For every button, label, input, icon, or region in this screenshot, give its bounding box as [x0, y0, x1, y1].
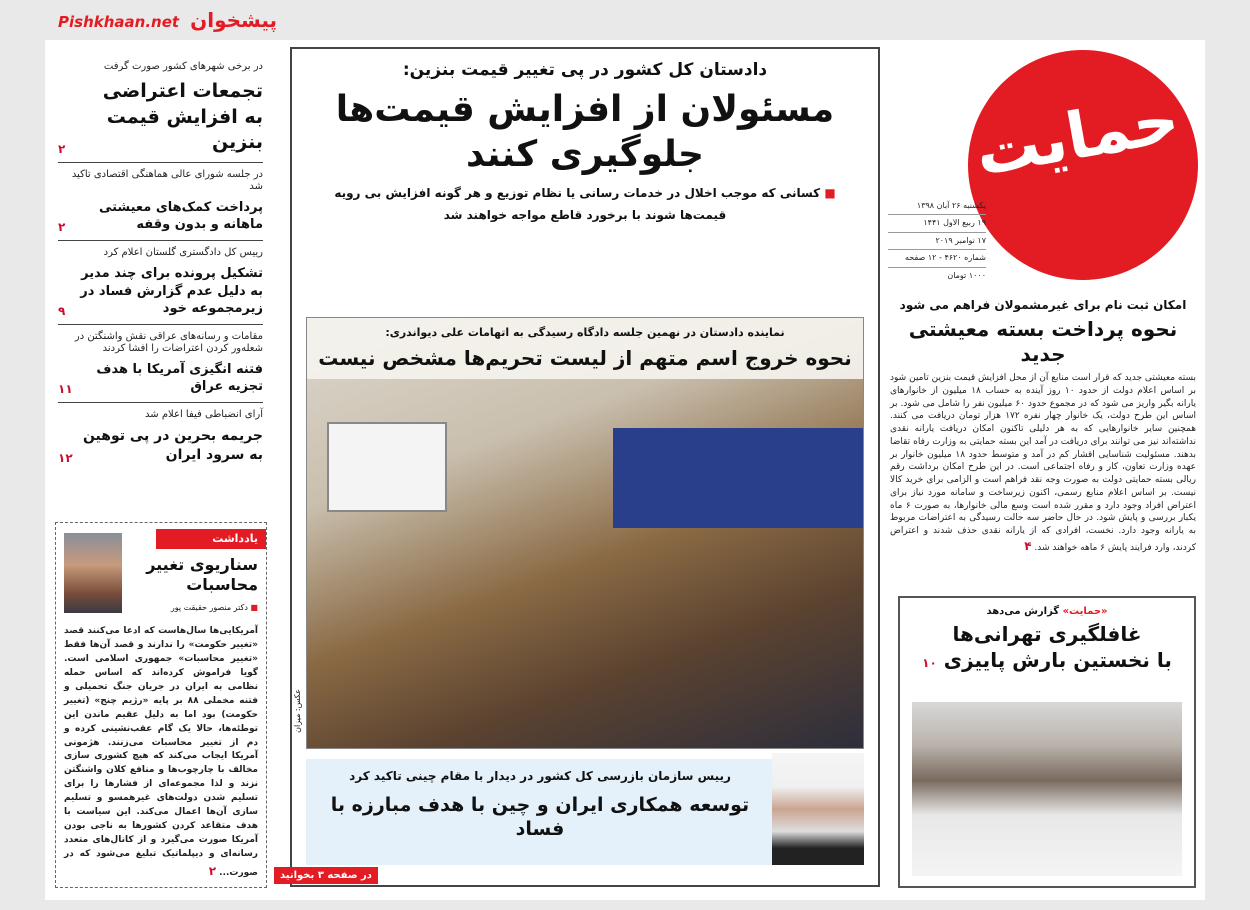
lead-headline[interactable]: مسئولان از افزایش قیمت‌ها جلوگیری کنند [335, 89, 835, 176]
news-item[interactable]: در جلسه شورای عالی هماهنگی اقتصادی تاکید شد پرداخت کمک‌های معیشتی ماهانه و بدون وقفه ۲ [58, 163, 263, 241]
lead-top: دادستان کل کشور در پی تغییر قیمت بنزین: مسئولان از افزایش قیمت‌ها جلوگیری کنند ■ کسانی که موجب اخلال در خدمات رسانی یا نظام توزیع و هر گونه افزایش بی رویه قیمت‌ها شوند با برخورد قاطع مواجه خواهند شد [312, 59, 858, 226]
projector-screen [327, 422, 447, 512]
left-column [58, 55, 263, 471]
author-name: ■ دکتر منصور حقیقت پور [170, 603, 258, 612]
lead-story-box [280, 47, 880, 887]
news-item[interactable]: مقامات و رسانه‌های عراقی نقش واشنگتن در شعله‌ور کردن اعتراضات را افشا کردند فتنه انگیزی آمریکا با هدف تجزیه عراق ۱۱ [58, 325, 263, 403]
china-story[interactable] [306, 759, 864, 865]
official-photo [772, 753, 864, 865]
snow-story[interactable]: «حمایت» گزارش می‌دهد غافلگیری تهرانی‌ها با نخستین بارش پاییزی ۱۰ [898, 596, 1196, 888]
news-item[interactable]: در برخی شهرهای کشور صورت گرفت تجمعات اعتراضی به افزایش قیمت بنزین ۲ [58, 55, 263, 163]
watermark: پیشخوان Pishkhaan.net [58, 8, 278, 32]
snow-photo [912, 702, 1182, 876]
package-story[interactable]: امکان ثبت نام برای غیرمشمولان فراهم می شود نحوه پرداخت بسته معیشتی جدید بسته معیشتی جدید که قرار است منابع آن از محل افزایش قیمت بنزین تامین شود بر اساس اعلام دولت از حدود ۱۰ روز آینده به حساب ۱۸ میلیون از خانوارهای یارانه بگیر واریز می شود که در مجموع حدود ۶۰ میلیون نفر را شامل می شود. بر اساس این طرح دولت، یک خانوار چهار نفره ۱۷۲ هزار تومان دریافت می کنند. همچنین سایر خانوارهایی که به هر دلیلی تاکنون امکان دریافت یارانه نقدی نداشته‌اند نیز می توانند برای دریافت در آمد این بسته حمایتی به وزارت رفاه تقاضا بدهند. مسئولیت شناسایی اقشار کم در آمد و متوسط حدود ۱۸ میلیون خانوار بر عهده وزارت تعاون، کار و رفاه اجتماعی است. در این طرح امکان برداشت رقم ریالی بسته حمایتی دولت به صورت وجه نقد فراهم است و الزامی برای خرید کالا نیست. بر اساس اعلام منابع رسمی، اکنون زیرساخت و سامانه مورد نیاز برای اعتراض افراد وجود دارد و مقرر شده است وسع مالی خانوارها، به صورت ۶ ماه یکبار بررسی و پایش شود. در حال حاضر سه حالت رسیدگی به اعتراضات مربوط به یارانه وجود دارد. نخست، افرادی که از یارانه نقدی حذف شدند و اعتراض کردند، وارد فرایند پایش ۶ ماهه خواهند شد. ۴ [890, 298, 1197, 553]
china-text: رییس سازمان بازرسی کل کشور در دیدار با مقام چینی تاکید کرد توسعه همکاری ایران و چین با هدف مبارزه با فساد [330, 769, 750, 841]
photo-credit: عکس: میزان [293, 689, 302, 733]
court-headline[interactable]: نحوه خروج اسم متهم از لیست تحریم‌ها مشخص نیست [318, 346, 852, 370]
read-more-link[interactable]: در صفحه ۳ بخوانید [274, 867, 378, 884]
issue-info: یکشنبه ۲۶ آبان ۱۳۹۸ ۱۹ ربیع الاول ۱۴۴۱ ۱۷ نوامبر ۲۰۱۹ شماره ۴۶۲۰ - ۱۲ صفحه ۱۰۰۰ تومان [888, 198, 986, 284]
court-backdrop [613, 428, 863, 528]
lead-summary: ■ کسانی که موجب اخلال در خدمات رسانی یا نظام توزیع و هر گونه افزایش بی رویه قیمت‌ها شوند با برخورد قاطع مواجه خواهند شد [334, 186, 836, 222]
logo: حمایت [970, 82, 1185, 192]
editorial-box[interactable]: یادداشت سناریوی تغییر محاسبات ■ دکتر منصور حقیقت پور آمریکایی‌ها سال‌هاست که ادعا می‌کنند قصد «تغییر حکومت» را ندارند و قصد آن‌ها فقط «تغییر محاسبات» جمهوری اسلامی است. گویا فراموش کرده‌اند که اساس حمله نظامی به ایران در جریان جنگ تحمیلی و فتنه مخملی ۸۸ بر پایه «رژیم چنج» (تغییر حکومت) بود اما به دلیل عقیم ماندن این توطئه‌ها، حالا یک گام عقب‌نشینی کرده و دم از تغییر محاسبات می‌زنند. هژمونی آمریکا ایجاب می‌کند که هیچ کشوری سازی مخالف با چارچوب‌ها و منافع کلان واشنگتن نزند و لذا مجموعه‌ای از فشارها را برای تسلیم شدن دولت‌های غیرهمسو و تسلیم سازی آن‌ها اعمال می‌کند. این سیاست با هدف متقاعد کردن کشورها به ناجی بودن آمریکا صورت می‌گیرد و از کانال‌های متعدد رسانه‌ای و دیپلماتیک تبلیغ می‌شود که در صورت... ۲ [55, 522, 267, 888]
editorial-header: یادداشت سناریوی تغییر محاسبات ■ دکتر منصور حقیقت پور [64, 529, 258, 621]
masthead [888, 50, 1198, 290]
editorial-label: یادداشت [156, 529, 266, 549]
author-photo [64, 533, 122, 613]
courtroom-photo [306, 317, 864, 749]
news-item[interactable]: آرای انضباطی فیفا اعلام شد جریمه بحرین در پی توهین به سرود ایران ۱۲ [58, 408, 263, 465]
news-item[interactable]: رییس کل دادگستری گلستان اعلام کرد تشکیل پرونده برای چند مدیر به دلیل عدم گزارش فساد در زیرمجموعه خود ۹ [58, 241, 263, 325]
court-header: نماینده دادستان در نهمین جلسه دادگاه رسیدگی به اتهامات علی دیواندری: نحوه خروج اسم متهم از لیست تحریم‌ها مشخص نیست [307, 318, 863, 379]
